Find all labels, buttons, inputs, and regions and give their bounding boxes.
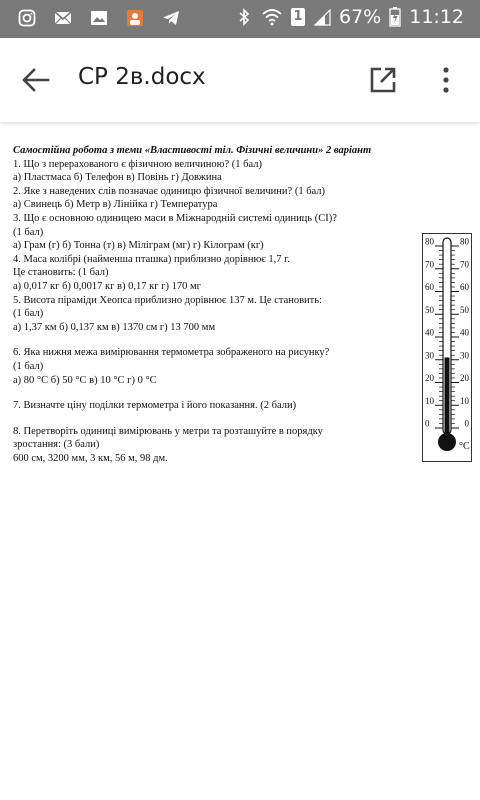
bluetooth-icon [235,8,253,26]
question-4: 4. Маса колібрі (найменша пташка) приблизно дорівнює 1,7 г. [13,253,290,265]
app-icon [126,9,144,27]
document-title: СР 2в.docx [78,64,206,90]
question-2: 2. Яке з наведених слів позначає одиницю фізичної величини? (1 бал) [13,185,326,197]
telegram-icon [162,9,180,27]
document-header: Самостійна робота з теми «Властивості тіл. Фізичні величини» 2 варіант [13,145,372,156]
signal-icon [313,8,331,26]
thermometer-scale-label: 0 [425,418,430,429]
question-8-cont: зростання: (3 бали) [13,439,100,451]
answers-2: а) Свинець б) Метр в) Лінійка г) Температура [13,199,218,211]
answers-1: а) Пластмаса б) Телефон в) Повінь г) Довжина [13,172,222,184]
thermometer-scale-label: 80 [425,236,434,247]
thermometer-scale-label: 50 [460,304,469,315]
back-arrow-icon[interactable] [20,64,52,96]
thermometer-scale-label: 0 [464,418,469,429]
battery-percent: 67% [339,6,382,28]
units-list: 600 см, 3200 мм, 3 км, 56 м, 98 дм. [13,452,168,464]
thermometer-scale-label: 60 [425,282,434,292]
question-1: 1. Що з перерахованого є фізичною величиною? (1 бал) [13,158,262,170]
thermometer-scale-label: 20 [425,373,434,383]
gallery-icon [90,9,108,27]
answers-3: а) Грам (г) б) Тонна (т) в) Міліграм (мг) г) Кілограм (кг) [13,240,264,252]
app-bar [0,38,480,122]
sim-icon: 1 [291,8,305,26]
instagram-icon [18,9,36,27]
question-3-points: (1 бал) [13,226,44,238]
question-4-cont: Це становить: (1 бал) [13,267,109,279]
mail-icon [54,9,72,27]
answers-4: а) 0,017 кг б) 0,0017 кг в) 0,17 кг г) 170 мг [13,280,201,292]
thermometer-scale-label: 80 [460,236,469,247]
question-6-points: (1 бал) [13,360,44,372]
document-page[interactable] [13,144,443,465]
thermometer-scale-label: 40 [425,327,434,338]
more-vert-icon[interactable] [436,64,456,96]
open-external-icon[interactable] [368,65,398,95]
battery-icon [389,7,401,27]
status-bar [0,0,480,38]
thermometer-scale-label: 10 [460,395,469,406]
question-6: 6. Яка нижня межа вимірювання термометра зображеного на рисунку? [13,347,330,359]
notification-icons [18,9,180,27]
question-7: 7. Визначте ціну поділки термометра і його показання. (2 бали) [13,400,297,412]
thermometer-scale-label: 50 [425,304,434,315]
clock: 11:12 [409,6,464,28]
question-3: 3. Що є основною одиницею маси в Міжнародній системі одиниць (СІ)? [13,212,337,224]
answers-5: а) 1,37 км б) 0,137 км в) 1370 см г) 13 700 мм [13,321,216,333]
question-5-points: (1 бал) [13,308,44,320]
thermometer-scale-label: 30 [460,350,469,361]
answers-6: а) 80 °С б) 50 °С в) 10 °С г) 0 °С [13,374,157,386]
thermometer-scale-label: 20 [460,373,469,383]
thermometer-unit: °С [459,441,470,452]
thermometer-scale-label: 40 [460,327,469,338]
thermometer-scale-label: 30 [425,350,434,361]
thermometer-scale-label: 70 [425,259,434,270]
thermometer-figure [422,233,472,462]
thermometer-icon [423,234,471,461]
thermometer-mercury [445,357,450,438]
wifi-icon [261,8,283,26]
question-8: 8. Перетворіть одиниці вимірювань у метри та розташуйте в порядку [13,425,323,437]
thermometer-scale-label: 60 [460,282,469,292]
system-icons [235,6,464,28]
question-5: 5. Висота піраміди Хеопса приблизно дорівнює 137 м. Це становить: [13,294,322,306]
thermometer-scale-label: 70 [460,259,469,270]
thermometer-scale-label: 10 [425,395,434,406]
